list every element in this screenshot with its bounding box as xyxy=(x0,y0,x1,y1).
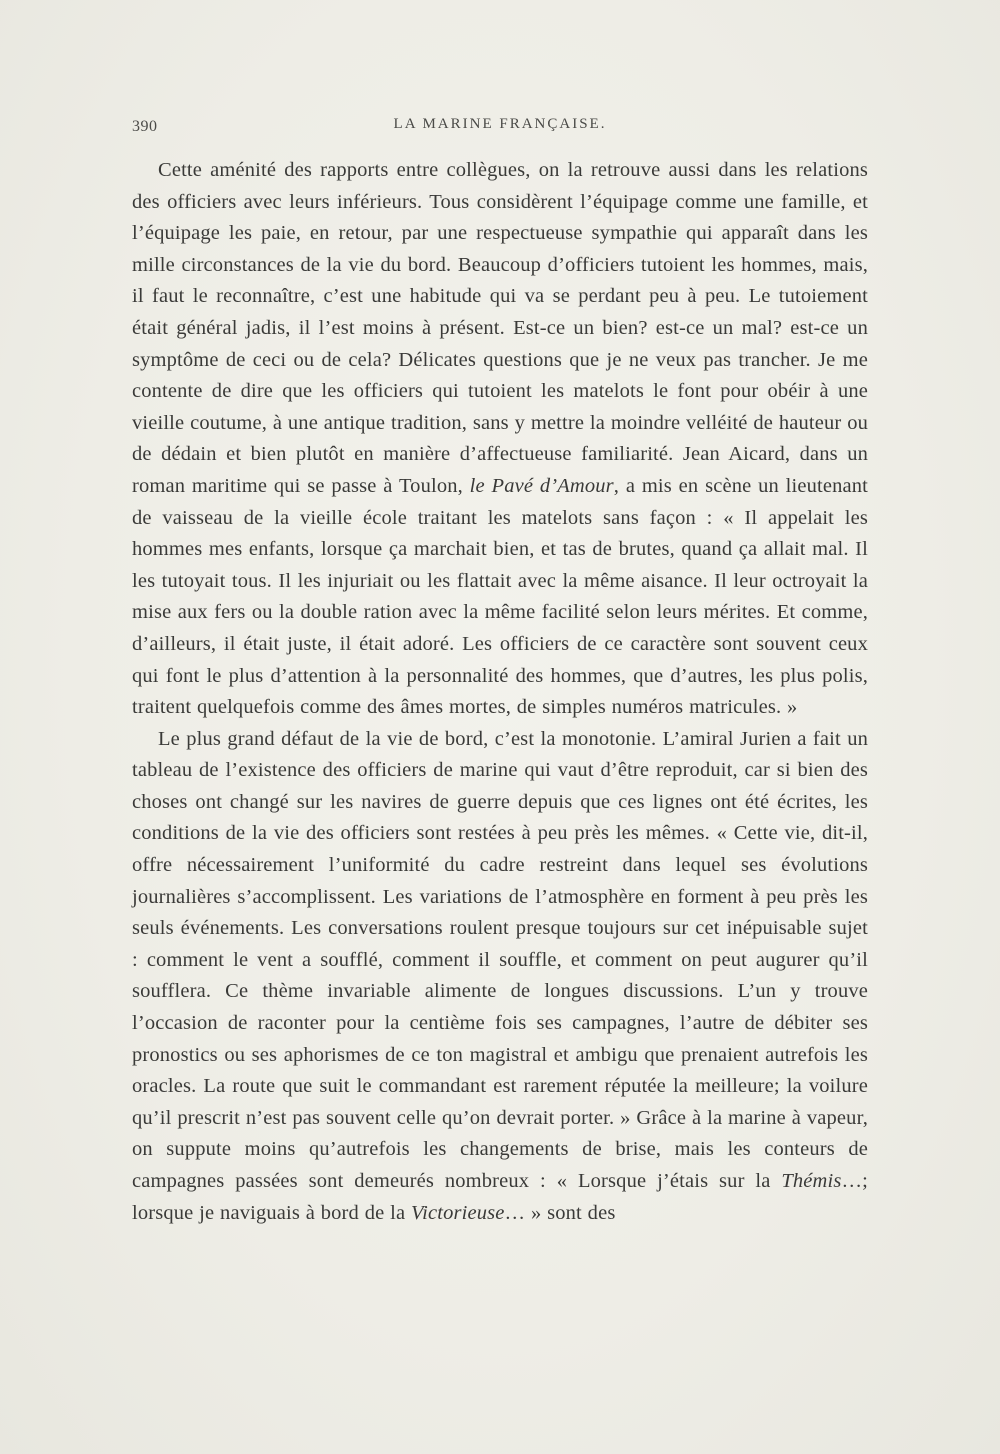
paragraph-1 xyxy=(132,155,868,724)
paragraph-1-text-1: Cette aménité des rapports entre collègues, on la retrouve aussi dans les relations des officiers avec leurs inférieurs. Tous considèrent l’équipage comme une famille, et l’équipage les paie, en retour, par une respectueuse sympathie qui apparaît dans les mille circonstances de la vie du bord. Beaucoup d’officiers tutoient les hommes, mais, il faut le reconnaître, c’est une habitude qui va se perdant peu à peu. Le tutoiement était général jadis, il l’est moins à présent. Est-ce un bien? est-ce un mal? est-ce un symptôme de ceci ou de cela? Délicates questions que je ne veux pas trancher. Je me contente de dire que les officiers qui tutoient les matelots le font pour obéir à une vieille coutume, à une antique tradition, sans y mettre la moindre velléité de hauteur ou de dédain et bien plutôt en manière d’affectueuse familiarité. Jean Aicard, dans un roman maritime qui se passe à Toulon, xyxy=(132,159,868,497)
ship-name-themis: Thémis xyxy=(781,1170,842,1192)
running-title: LA MARINE FRANÇAISE. xyxy=(393,116,607,132)
ship-name-victorieuse: Victorieuse xyxy=(411,1201,505,1224)
page-header xyxy=(132,116,868,140)
page-number: 390 xyxy=(132,118,158,135)
paragraph-1-text-2: , a mis en scène un lieutenant de vaisseau de la vieille école traitant les matelots sans façon : « Il appelait les hommes mes enfants, lorsque ça marchait bien, et tas de brutes, quand ça allait mal. Il les tutoyait tous. Il les injuriait ou les flattait avec la même aisance. Il leur octroyait la mise aux fers ou la double ration avec la même facilité selon leurs mérites. Et comme, d’ailleurs, il était juste, il était adoré. Les officiers de ce caractère sont souvent ceux qui font le plus d’attention à la personnalité des hommes, que d’autres, les plus polis, traitent quelquefois comme des âmes mortes, de simples numéros matricules. » xyxy=(132,474,869,719)
paragraph-2 xyxy=(132,724,868,1230)
paragraph-2-text-1: Le plus grand défaut de la vie de bord, c’est la monotonie. L’amiral Jurien a fait un tableau de l’existence des officiers de marine qui vaut d’être reproduit, car si bien des choses ont changé sur les navires de guerre depuis que ces lignes ont été écrites, les conditions de la vie des officiers sont restées à peu près les mêmes. « Cette vie, dit-il, offre nécessairement l’uniformité du cadre restreint dans lequel ses évolutions journalières s’accomplissent. Les variations de l’atmosphère en forment à peu près les seuls événements. Les conversations roulent presque toujours sur cet inépuisable sujet : comment le vent a soufflé, comment il souffle, et comment on peut augurer qu’il soufflera. Ce thème invariable alimente de longues discussions. L’un y trouve l’occasion de raconter pour la centième fois ses campagnes, l’autre de débiter ses pronostics ou ses aphorismes de ce ton magistral et ambigu que prenaient autrefois les oracles. La route que suit le commandant est rarement réputée la meilleure; la voilure qu’il prescrit n’est pas souvent celle qu’on devrait porter. » Grâce à la marine à vapeur, on suppute moins qu’autrefois les changements de brise, mais les conteurs de campagnes passées sont demeurés nombreux : « Lorsque j’étais sur la xyxy=(132,727,868,1192)
book-title-pave-d-amour: le Pavé d’Amour xyxy=(469,474,614,497)
paragraph-2-text-3: … » sont des xyxy=(504,1201,616,1224)
paragraph-2-text-2: …; lorsque je naviguais à bord de la xyxy=(132,1170,868,1224)
body-text xyxy=(132,155,868,1229)
